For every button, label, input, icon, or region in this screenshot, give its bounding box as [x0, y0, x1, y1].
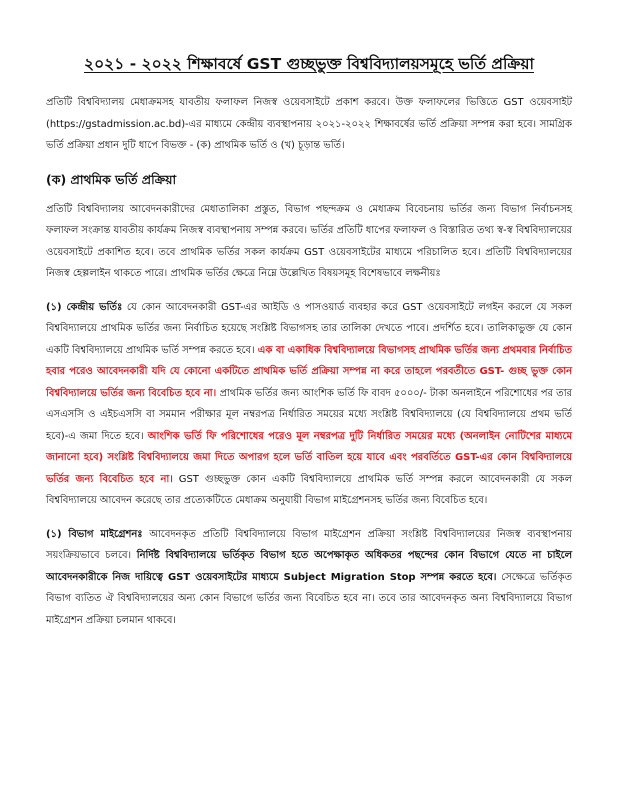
subject-migration-text-2: সেক্ষেত্রে ভর্তিকৃত বিভাগ ব্যতিত ঐ বিশ্ববিদ্যালয়ের অন্য কোন বিভাগে ভর্তির জন্য বিবেচিত হবে না। তবে তার আবেদনকৃত অন্য বিশ্ববিদ্যালয়ে বিভাগ মাইগ্রেশন প্রক্রিয়া চলমান থাকবে। [46, 571, 572, 626]
central-admission-paragraph [46, 297, 572, 512]
subject-migration-emphasis: নির্দিষ্ট বিশ্ববিদ্যালয়ে ভর্তিকৃত বিভাগ হতে অপেক্ষাকৃত অধিকতর পছন্দের কোন বিভাগে যেতে না চাইলে আবেদনকারীকে নিজ দায়িত্বে GST ওয়েবসাইটের মাধ্যমে Subject Migration Stop সম্পন্ন করতে হবে। [46, 550, 572, 583]
subject-migration-text-1: আবেদনকৃত প্রতিটি বিশ্ববিদ্যালয়ে বিভাগ মাইগ্রেশন প্রক্রিয়া সংশ্লিষ্ট বিশ্ববিদ্যালয়ের নিজস্ব ব্যবস্থাপনায় সয়ংক্রিয়ভাবে চলবে। [46, 528, 572, 561]
central-admission-text-1: যে কোন আবেদনকারী GST-এর আইডি ও পাসওয়ার্ড ব্যবহার করে GST ওয়েবসাইটে লগইন করলে যে সকল বিশ্ববিদ্যালয়ে প্রাথমিক ভর্তির জন্য নির্বাচিত হয়েছে সংশ্লিষ্ট বিভাগসহ তার তালিকা দেখতে পাবে। প্রদর্শিত হবে। তালিকাভুক্ত যে কোন একটি বিশ্ববিদ্যালয়ে প্রাথমিক ভর্তি সম্পন্ন করতে হবে। [46, 301, 572, 356]
subject-migration-paragraph [46, 524, 572, 632]
section-heading: (ক) প্রাথমিক ভর্তি প্রক্রিয়া [46, 171, 177, 187]
central-admission-text-3: GST গুচ্ছভুক্ত কোন একটি বিশ্ববিদ্যালয়ে প্রাথমিক ভর্তি সম্পন্ন করলে আবেদনকারী যে সকল বিশ্ববিদ্যালয়ে আবেদন করেছে তার প্রত্যেকটিতে মেধাক্রম অনুযায়ী বিভাগ মাইগ্রেশনসহ ভর্তির জন্য বিবেচিত হবে। [46, 473, 572, 506]
intro-paragraph: প্রতিটি বিশ্ববিদ্যালয় মেধাক্রমসহ যাবতীয় ফলাফল নিজস্ব ওয়েবসাইটে প্রকাশ করবে। উক্ত ফলাফলের ভিত্তিতে GST ওয়েবসাইট (https://gstadmission.ac.bd)-এর মাধ্যমে কেন্দ্রীয় ব্যবস্থাপনায় ২০২১-২০২২ শিক্ষাবর্ষের ভর্তি প্রক্রিয়া সম্পন্ন করা হবে। সামগ্রিক ভর্তি প্রক্রিয়া প্রধান দুটি ধাপে বিভক্ত - (ক) প্রাথমিক ভর্তি ও (খ) চূড়ান্ত ভর্তি। [46, 97, 572, 151]
central-admission-text-2: প্রাথমিক ভর্তির জন্য আংশিক ভর্তি ফি বাবদ ৫০০০/- টাকা অনলাইনে পরিশোধের পর তার এসএসসি ও এইচএসসি বা সমমান পরীক্ষার মূল নম্বরপত্র নির্ধারিত সময়ের মধ্যে সংশ্লিষ্ট বিশ্ববিদ্যালয়ে (যে বিশ্ববিদ্যালয়ে প্রথম ভর্তি হবে)-এ জমা দিতে হবে। [46, 387, 572, 442]
central-admission-warning-1: এক বা একাধিক বিশ্ববিদ্যালয়ে বিভাগসহ প্রাথমিক ভর্তির জন্য প্রথমবার নির্বাচিত হবার পরেও আবেদনকারী যদি যে কোনো একটিতে প্রাথমিক ভর্তি প্রক্রিয়া সম্পন্ন না করে তাহলে পরবর্তীতে GST- গুচ্ছ ভুক্ত কোন বিশ্ববিদ্যালয়ে ভর্তির জন্য বিবেচিত হবে না। [46, 344, 572, 399]
page-title: ২০২১ - ২০২২ শিক্ষাবর্ষে GST গুচ্ছভুক্ত বিশ্ববিদ্যালয়সমূহে ভর্তি প্রক্রিয়া [84, 55, 534, 73]
central-admission-label: (১) কেন্দ্রীয় ভর্তিঃ [46, 301, 123, 313]
subject-migration-label: (১) বিভাগ মাইগ্রেশনঃ [46, 528, 143, 540]
section-paragraph: প্রতিটি বিশ্ববিদ্যালয় আবেদনকারীদের মেধাতালিকা প্রস্তুত, বিভাগ পছন্দক্রম ও মেধাক্রম বিবেচনায় ভর্তির জন্য বিভাগ নির্বাচনসহ ফলাফল সংক্রান্ত যাবতীয় কার্যক্রম নিজস্ব ব্যবস্থাপনায় সম্পন্ন করবে। ভর্তির প্রতিটি ধাপের ফলাফল ও বিস্তারিত তথ্য স্ব-স্ব বিশ্ববিদ্যালয়ের ওয়েবসাইটে প্রকাশিত হবে। তবে প্রাথমিক ভর্তির সকল কার্যক্রম GST ওয়েবসাইটের মাধ্যমে পরিচালিত হবে। প্রতিটি বিশ্ববিদ্যালয়ের নিজস্ব হেল্পলাইন থাকতে পারে। প্রাথমিক ভর্তির ক্ষেত্রে নিম্নে উল্লেখিত বিষয়সমূহ বিশেষভাবে লক্ষনীয়ঃ [46, 203, 572, 279]
central-admission-warning-2: আংশিক ভর্তি ফি পরিশোধের পরেও মূল নম্বরপত্র দুটি নির্ধারিত সময়ের মধ্যে (অনলাইন নোটিশের মাধ্যমে জানানো হবে) সংশ্লিষ্ট বিশ্ববিদ্যালয়ে জমা দিতে অপারগ হলে ভর্তি বাতিল হয়ে যাবে এবং পরবর্তিতে GST-এর কোন বিশ্ববিদ্যালয়ে ভর্তির জন্য বিবেচিত হবে না। [46, 430, 572, 485]
